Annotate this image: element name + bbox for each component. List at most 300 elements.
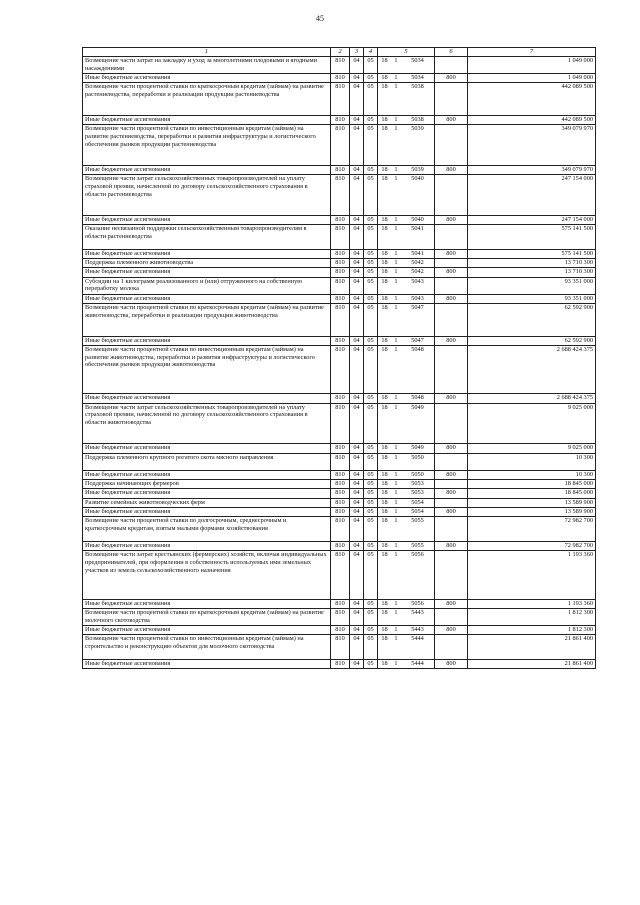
table-row: [83, 74, 596, 83]
row-target-article-program: 18: [378, 403, 392, 444]
row-section: 04: [350, 470, 364, 479]
row-description: Субсидии на 1 килограмм реализованного и (или) отгруженного на собственную переработку молока: [83, 277, 331, 294]
row-target-article-direction: 5034: [401, 74, 435, 83]
row-target-article-subprogram: 1: [392, 453, 401, 470]
table-row: [83, 479, 596, 488]
row-target-article-program: 18: [378, 541, 392, 550]
row-expense-type: [435, 224, 468, 249]
row-target-article-direction: 5047: [401, 336, 435, 345]
row-admin-code: 810: [331, 83, 350, 116]
row-amount: 9 025 000: [468, 444, 596, 453]
row-expense-type: [435, 125, 468, 166]
row-target-article-program: 18: [378, 277, 392, 294]
row-target-article-program: 18: [378, 165, 392, 174]
row-target-article-program: 18: [378, 635, 392, 660]
row-target-article-subprogram: 1: [392, 394, 401, 403]
row-expense-type: 800: [435, 249, 468, 258]
row-target-article-direction: 5039: [401, 125, 435, 166]
row-subsection: 05: [364, 489, 378, 498]
row-amount: 2 688 424 375: [468, 346, 596, 394]
row-target-article-direction: 5048: [401, 346, 435, 394]
row-expense-type: [435, 259, 468, 268]
row-expense-type: 800: [435, 660, 468, 669]
row-admin-code: 810: [331, 489, 350, 498]
row-subsection: 05: [364, 175, 378, 216]
row-target-article-program: 18: [378, 453, 392, 470]
row-section: 04: [350, 625, 364, 634]
table-row: [83, 541, 596, 550]
row-target-article-subprogram: 1: [392, 625, 401, 634]
row-section: 04: [350, 304, 364, 337]
row-subsection: 05: [364, 394, 378, 403]
row-expense-type: [435, 346, 468, 394]
row-subsection: 05: [364, 660, 378, 669]
row-admin-code: 810: [331, 224, 350, 249]
row-description: Возмещение части процентной ставки по краткосрочным кредитам (займам) на развитие молочного скотоводства: [83, 608, 331, 625]
row-description: Возмещение части процентной ставки по краткосрочным кредитам (займам) на развитие растениеводства, переработки и реализации продукции растениеводства: [83, 83, 331, 116]
row-subsection: 05: [364, 57, 378, 74]
row-description: Развитие семейных животноводческих ферм: [83, 498, 331, 507]
row-description: Иные бюджетные ассигнования: [83, 394, 331, 403]
row-target-article-direction: 5054: [401, 498, 435, 507]
row-target-article-direction: 5444: [401, 660, 435, 669]
row-description: Иные бюджетные ассигнования: [83, 74, 331, 83]
row-target-article-program: 18: [378, 57, 392, 74]
column-number-header-row: [83, 48, 596, 57]
row-section: 04: [350, 635, 364, 660]
row-amount: 9 025 000: [468, 403, 596, 444]
row-section: 04: [350, 74, 364, 83]
row-section: 04: [350, 498, 364, 507]
row-target-article-subprogram: 1: [392, 224, 401, 249]
row-amount: 21 861 400: [468, 660, 596, 669]
row-target-article-subprogram: 1: [392, 83, 401, 116]
row-amount: 247 154 000: [468, 215, 596, 224]
row-target-article-subprogram: 1: [392, 346, 401, 394]
row-target-article-subprogram: 1: [392, 268, 401, 277]
row-subsection: 05: [364, 551, 378, 599]
row-admin-code: 810: [331, 294, 350, 303]
row-expense-type: 800: [435, 599, 468, 608]
row-admin-code: 810: [331, 507, 350, 516]
row-description: Возмещение части процентной ставки по краткосрочным кредитам (займам) на развитие животноводства, переработки и реализации продукции животноводства: [83, 304, 331, 337]
table-row: [83, 83, 596, 116]
row-description: Иные бюджетные ассигнования: [83, 507, 331, 516]
table-row: [83, 394, 596, 403]
row-admin-code: 810: [331, 304, 350, 337]
row-target-article-subprogram: 1: [392, 175, 401, 216]
row-amount: 93 351 000: [468, 277, 596, 294]
row-amount: 1 049 000: [468, 57, 596, 74]
row-section: 04: [350, 57, 364, 74]
row-target-article-direction: 5040: [401, 175, 435, 216]
row-amount: 1 193 360: [468, 599, 596, 608]
row-section: 04: [350, 175, 364, 216]
row-target-article-subprogram: 1: [392, 165, 401, 174]
row-section: 04: [350, 489, 364, 498]
row-admin-code: 810: [331, 116, 350, 125]
row-admin-code: 810: [331, 541, 350, 550]
table-row: [83, 249, 596, 258]
row-admin-code: 810: [331, 635, 350, 660]
row-amount: 62 592 900: [468, 336, 596, 345]
row-target-article-direction: 5048: [401, 394, 435, 403]
table-row: [83, 277, 596, 294]
row-expense-type: 800: [435, 507, 468, 516]
row-admin-code: 810: [331, 165, 350, 174]
row-target-article-program: 18: [378, 507, 392, 516]
row-description: Иные бюджетные ассигнования: [83, 215, 331, 224]
row-target-article-direction: 5443: [401, 608, 435, 625]
row-amount: 442 089 500: [468, 83, 596, 116]
row-admin-code: 810: [331, 453, 350, 470]
row-target-article-direction: 5053: [401, 489, 435, 498]
row-amount: 13 589 900: [468, 498, 596, 507]
row-expense-type: [435, 83, 468, 116]
row-expense-type: 800: [435, 444, 468, 453]
table-row: [83, 608, 596, 625]
row-target-article-program: 18: [378, 304, 392, 337]
header-col-2: 2: [331, 48, 350, 57]
row-section: 04: [350, 541, 364, 550]
row-amount: 18 845 000: [468, 479, 596, 488]
row-expense-type: 800: [435, 394, 468, 403]
row-section: 04: [350, 660, 364, 669]
row-target-article-subprogram: 1: [392, 294, 401, 303]
table-row: [83, 517, 596, 542]
row-section: 04: [350, 551, 364, 599]
row-amount: 13 710 300: [468, 268, 596, 277]
row-subsection: 05: [364, 224, 378, 249]
row-target-article-program: 18: [378, 249, 392, 258]
row-target-article-subprogram: 1: [392, 479, 401, 488]
row-expense-type: [435, 517, 468, 542]
row-target-article-subprogram: 1: [392, 304, 401, 337]
row-target-article-direction: 5055: [401, 541, 435, 550]
header-col-1: 1: [83, 48, 331, 57]
row-description: Иные бюджетные ассигнования: [83, 470, 331, 479]
row-section: 04: [350, 599, 364, 608]
row-admin-code: 810: [331, 599, 350, 608]
row-subsection: 05: [364, 336, 378, 345]
row-description: Иные бюджетные ассигнования: [83, 336, 331, 345]
row-target-article-program: 18: [378, 498, 392, 507]
row-amount: 1 049 000: [468, 74, 596, 83]
table-row: [83, 125, 596, 166]
row-target-article-direction: 5047: [401, 304, 435, 337]
row-amount: 72 982 700: [468, 517, 596, 542]
row-subsection: 05: [364, 403, 378, 444]
row-description: Возмещение части затрат на закладку и уход за многолетними плодовыми и ягодными насаждениями: [83, 57, 331, 74]
row-description: Поддержка племенного животноводства: [83, 259, 331, 268]
row-target-article-program: 18: [378, 74, 392, 83]
row-target-article-program: 18: [378, 259, 392, 268]
row-amount: 2 688 424 375: [468, 394, 596, 403]
row-target-article-direction: 5056: [401, 551, 435, 599]
row-target-article-direction: 5034: [401, 57, 435, 74]
row-target-article-direction: 5041: [401, 249, 435, 258]
row-description: Иные бюджетные ассигнования: [83, 165, 331, 174]
row-admin-code: 810: [331, 403, 350, 444]
row-target-article-subprogram: 1: [392, 116, 401, 125]
row-subsection: 05: [364, 259, 378, 268]
row-target-article-subprogram: 1: [392, 507, 401, 516]
row-section: 04: [350, 294, 364, 303]
row-admin-code: 810: [331, 175, 350, 216]
row-subsection: 05: [364, 599, 378, 608]
row-target-article-direction: 5444: [401, 635, 435, 660]
row-section: 04: [350, 394, 364, 403]
row-description: Возмещение части процентной ставки по инвестиционным кредитам (займам) на развитие растениеводства, переработки и развития инфраструктуры и логистического обеспечения рынков продукции растениеводства: [83, 125, 331, 166]
row-target-article-direction: 5042: [401, 259, 435, 268]
row-subsection: 05: [364, 470, 378, 479]
row-target-article-program: 18: [378, 517, 392, 542]
row-section: 04: [350, 165, 364, 174]
row-description: Иные бюджетные ассигнования: [83, 625, 331, 634]
row-expense-type: [435, 479, 468, 488]
row-target-article-subprogram: 1: [392, 259, 401, 268]
budget-table-body: [83, 57, 596, 669]
row-target-article-program: 18: [378, 336, 392, 345]
row-amount: 10 300: [468, 453, 596, 470]
row-target-article-program: 18: [378, 116, 392, 125]
row-target-article-program: 18: [378, 224, 392, 249]
row-subsection: 05: [364, 277, 378, 294]
row-description: Поддержка племенного крупного рогатого скота мясного направления: [83, 453, 331, 470]
table-row: [83, 507, 596, 516]
row-target-article-direction: 5055: [401, 517, 435, 542]
table-row: [83, 224, 596, 249]
header-col-6: 6: [435, 48, 468, 57]
row-description: Иные бюджетные ассигнования: [83, 444, 331, 453]
row-subsection: 05: [364, 116, 378, 125]
row-subsection: 05: [364, 74, 378, 83]
row-admin-code: 810: [331, 125, 350, 166]
row-target-article-subprogram: 1: [392, 215, 401, 224]
row-section: 04: [350, 453, 364, 470]
row-target-article-direction: 5043: [401, 277, 435, 294]
row-section: 04: [350, 479, 364, 488]
row-target-article-direction: 5049: [401, 444, 435, 453]
row-subsection: 05: [364, 453, 378, 470]
table-row: [83, 259, 596, 268]
row-description: Возмещение части затрат крестьянских (фермерских) хозяйств, включая индивидуальных предпринимателей, при оформлении в собственность используемых ими земельных участков из земель сельскохозяйственного назначения: [83, 551, 331, 599]
table-row: [83, 336, 596, 345]
row-target-article-subprogram: 1: [392, 74, 401, 83]
row-target-article-subprogram: 1: [392, 277, 401, 294]
row-target-article-direction: 5039: [401, 165, 435, 174]
row-section: 04: [350, 125, 364, 166]
row-target-article-program: 18: [378, 599, 392, 608]
table-row: [83, 304, 596, 337]
row-section: 04: [350, 507, 364, 516]
row-target-article-program: 18: [378, 470, 392, 479]
row-target-article-program: 18: [378, 394, 392, 403]
row-description: Иные бюджетные ассигнования: [83, 249, 331, 258]
row-section: 04: [350, 215, 364, 224]
row-section: 04: [350, 259, 364, 268]
row-target-article-program: 18: [378, 125, 392, 166]
row-description: Иные бюджетные ассигнования: [83, 294, 331, 303]
row-section: 04: [350, 249, 364, 258]
row-target-article-direction: 5443: [401, 625, 435, 634]
page-number: 45: [316, 14, 324, 23]
header-col-5: 5: [378, 48, 435, 57]
row-target-article-subprogram: 1: [392, 57, 401, 74]
row-description: Иные бюджетные ассигнования: [83, 599, 331, 608]
table-row: [83, 498, 596, 507]
row-target-article-program: 18: [378, 551, 392, 599]
row-target-article-direction: 5038: [401, 116, 435, 125]
row-section: 04: [350, 517, 364, 542]
row-admin-code: 810: [331, 394, 350, 403]
row-subsection: 05: [364, 517, 378, 542]
row-expense-type: [435, 403, 468, 444]
row-admin-code: 810: [331, 660, 350, 669]
row-expense-type: [435, 57, 468, 74]
row-description: Иные бюджетные ассигнования: [83, 541, 331, 550]
row-admin-code: 810: [331, 479, 350, 488]
row-subsection: 05: [364, 304, 378, 337]
table-row: [83, 599, 596, 608]
row-section: 04: [350, 336, 364, 345]
row-target-article-direction: 5041: [401, 224, 435, 249]
row-section: 04: [350, 346, 364, 394]
row-target-article-program: 18: [378, 608, 392, 625]
row-target-article-direction: 5040: [401, 215, 435, 224]
header-col-3: 3: [350, 48, 364, 57]
row-expense-type: 800: [435, 74, 468, 83]
row-expense-type: [435, 175, 468, 216]
row-target-article-program: 18: [378, 625, 392, 634]
row-subsection: 05: [364, 215, 378, 224]
row-expense-type: 800: [435, 116, 468, 125]
row-target-article-program: 18: [378, 175, 392, 216]
row-expense-type: 800: [435, 165, 468, 174]
row-target-article-program: 18: [378, 660, 392, 669]
row-amount: 21 861 400: [468, 635, 596, 660]
row-subsection: 05: [364, 541, 378, 550]
table-row: [83, 175, 596, 216]
row-expense-type: [435, 551, 468, 599]
row-admin-code: 810: [331, 498, 350, 507]
row-target-article-subprogram: 1: [392, 489, 401, 498]
row-description: Иные бюджетные ассигнования: [83, 116, 331, 125]
row-subsection: 05: [364, 83, 378, 116]
row-expense-type: [435, 453, 468, 470]
table-row: [83, 165, 596, 174]
row-target-article-subprogram: 1: [392, 125, 401, 166]
row-target-article-subprogram: 1: [392, 517, 401, 542]
row-section: 04: [350, 224, 364, 249]
row-amount: 575 141 500: [468, 224, 596, 249]
budget-table: [82, 47, 596, 669]
table-row: [83, 215, 596, 224]
row-amount: 72 982 700: [468, 541, 596, 550]
row-target-article-subprogram: 1: [392, 336, 401, 345]
row-admin-code: 810: [331, 336, 350, 345]
row-amount: 349 079 970: [468, 125, 596, 166]
row-admin-code: 810: [331, 57, 350, 74]
row-amount: 93 351 000: [468, 294, 596, 303]
row-target-article-subprogram: 1: [392, 608, 401, 625]
row-description: Возмещение части процентной ставки по инвестиционным кредитам (займам) на развитие животноводства, переработки и развития инфраструктуры и логистического обеспечения рынков продукции животноводства: [83, 346, 331, 394]
header-col-7: 7: [468, 48, 596, 57]
row-admin-code: 810: [331, 517, 350, 542]
row-target-article-direction: 5043: [401, 294, 435, 303]
row-target-article-direction: 5049: [401, 403, 435, 444]
row-section: 04: [350, 277, 364, 294]
row-section: 04: [350, 444, 364, 453]
table-row: [83, 116, 596, 125]
row-subsection: 05: [364, 346, 378, 394]
row-target-article-direction: 5053: [401, 479, 435, 488]
row-amount: 62 592 900: [468, 304, 596, 337]
row-subsection: 05: [364, 268, 378, 277]
row-admin-code: 810: [331, 625, 350, 634]
row-expense-type: 800: [435, 541, 468, 550]
row-section: 04: [350, 83, 364, 116]
row-expense-type: [435, 498, 468, 507]
row-amount: 575 141 500: [468, 249, 596, 258]
row-subsection: 05: [364, 635, 378, 660]
row-section: 04: [350, 403, 364, 444]
row-expense-type: [435, 304, 468, 337]
row-description: Иные бюджетные ассигнования: [83, 489, 331, 498]
table-row: [83, 551, 596, 599]
row-target-article-direction: 5042: [401, 268, 435, 277]
row-description: Оказание несвязанной поддержки сельскохозяйственным товаропроизводителям в области растениеводства: [83, 224, 331, 249]
row-target-article-program: 18: [378, 83, 392, 116]
row-amount: 1 193 360: [468, 551, 596, 599]
row-amount: 18 845 000: [468, 489, 596, 498]
table-row: [83, 57, 596, 74]
row-admin-code: 810: [331, 444, 350, 453]
table-row: [83, 268, 596, 277]
table-row: [83, 660, 596, 669]
row-amount: 349 079 970: [468, 165, 596, 174]
row-description: Возмещение части затрат сельскохозяйственных товаропроизводителей на уплату страховой премии, начисленной по договору сельскохозяйственного страхования в области растениеводства: [83, 175, 331, 216]
row-subsection: 05: [364, 625, 378, 634]
row-subsection: 05: [364, 507, 378, 516]
row-subsection: 05: [364, 249, 378, 258]
row-target-article-subprogram: 1: [392, 660, 401, 669]
row-target-article-program: 18: [378, 294, 392, 303]
row-description: Возмещение части процентной ставки по долгосрочным, среднесрочным и краткосрочным кредитам, взятым малыми формами хозяйствования: [83, 517, 331, 542]
header-col-4: 4: [364, 48, 378, 57]
row-amount: 1 812 300: [468, 608, 596, 625]
row-expense-type: 800: [435, 268, 468, 277]
table-row: [83, 489, 596, 498]
row-target-article-subprogram: 1: [392, 498, 401, 507]
table-row: [83, 294, 596, 303]
row-expense-type: 800: [435, 470, 468, 479]
row-target-article-program: 18: [378, 479, 392, 488]
row-amount: 13 589 900: [468, 507, 596, 516]
row-subsection: 05: [364, 165, 378, 174]
row-target-article-subprogram: 1: [392, 403, 401, 444]
row-expense-type: 800: [435, 625, 468, 634]
row-amount: 13 710 300: [468, 259, 596, 268]
row-admin-code: 810: [331, 346, 350, 394]
row-subsection: 05: [364, 125, 378, 166]
row-expense-type: [435, 635, 468, 660]
row-admin-code: 810: [331, 470, 350, 479]
table-row: [83, 470, 596, 479]
table-row: [83, 453, 596, 470]
row-description: Возмещение части процентной ставки по инвестиционным кредитам (займам) на строительство и реконструкцию объектов для молочного скотоводства: [83, 635, 331, 660]
table-row: [83, 635, 596, 660]
